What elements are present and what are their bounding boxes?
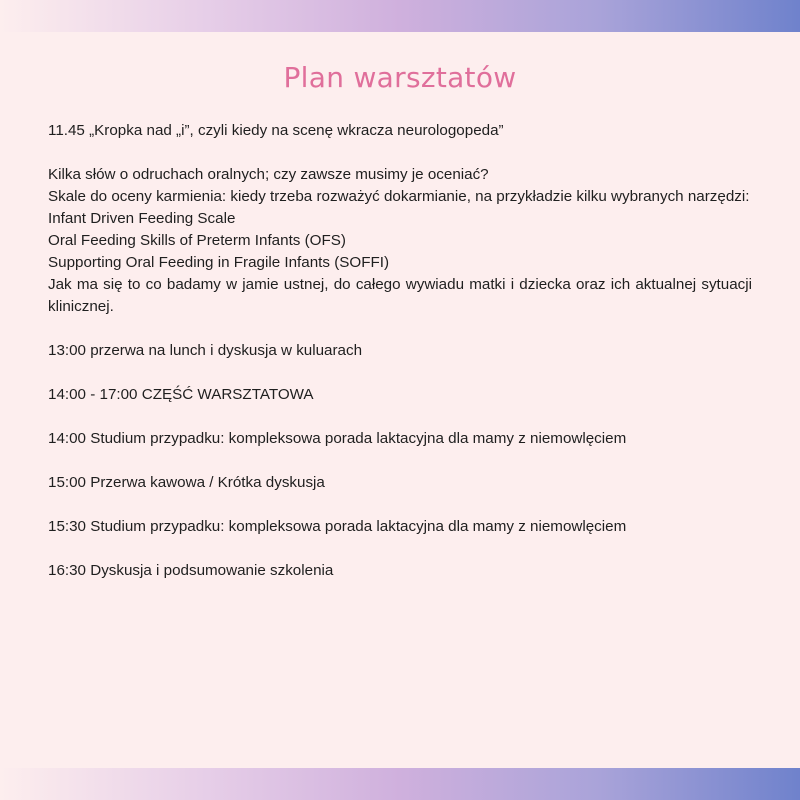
top-gradient-bar [0,0,800,32]
schedule-item [48,340,752,362]
session-heading: 11.45 „Kropka nad „i”, czyli kiedy na scenę wkracza neurologopeda” [48,122,504,139]
detail-line: Supporting Oral Feeding in Fragile Infants (SOFFI) [48,254,390,271]
schedule-item-text: 14:00 Studium przypadku: kompleksowa porada laktacyjna dla mamy z niemowlęciem [48,430,627,447]
detail-line: Skale do oceny karmienia: kiedy trzeba rozważyć dokarmianie, na przykładzie kilku wybranych narzędzi: [48,188,750,205]
detail-line: Jak ma się to co badamy w jamie ustnej, do całego wywiadu matki i dziecka oraz ich aktualnej sytuacji klinicznej. [48,276,752,315]
schedule-item [48,560,752,582]
schedule-item-text: 16:30 Dyskusja i podsumowanie szkolenia [48,562,334,579]
session-intro [48,120,752,142]
session-details [48,164,752,318]
schedule-item-text: 13:00 przerwa na lunch i dyskusja w kuluarach [48,342,363,359]
workshop-plan [48,120,752,604]
schedule-item-text: 15:00 Przerwa kawowa / Krótka dyskusja [48,474,325,491]
schedule-item [48,428,752,450]
detail-line: Infant Driven Feeding Scale [48,210,236,227]
schedule-item [48,384,752,406]
schedule-item-text: 15:30 Studium przypadku: kompleksowa porada laktacyjna dla mamy z niemowlęciem [48,518,627,535]
detail-line: Kilka słów o odruchach oralnych; czy zawsze musimy je oceniać? [48,166,489,183]
schedule-item [48,472,752,494]
page-title: Plan warsztatów [283,60,517,94]
schedule-item [48,516,752,538]
schedule-item-text: 14:00 - 17:00 CZĘŚĆ WARSZTATOWA [48,386,314,403]
detail-line: Oral Feeding Skills of Preterm Infants (OFS) [48,232,346,249]
bottom-gradient-bar [0,768,800,800]
